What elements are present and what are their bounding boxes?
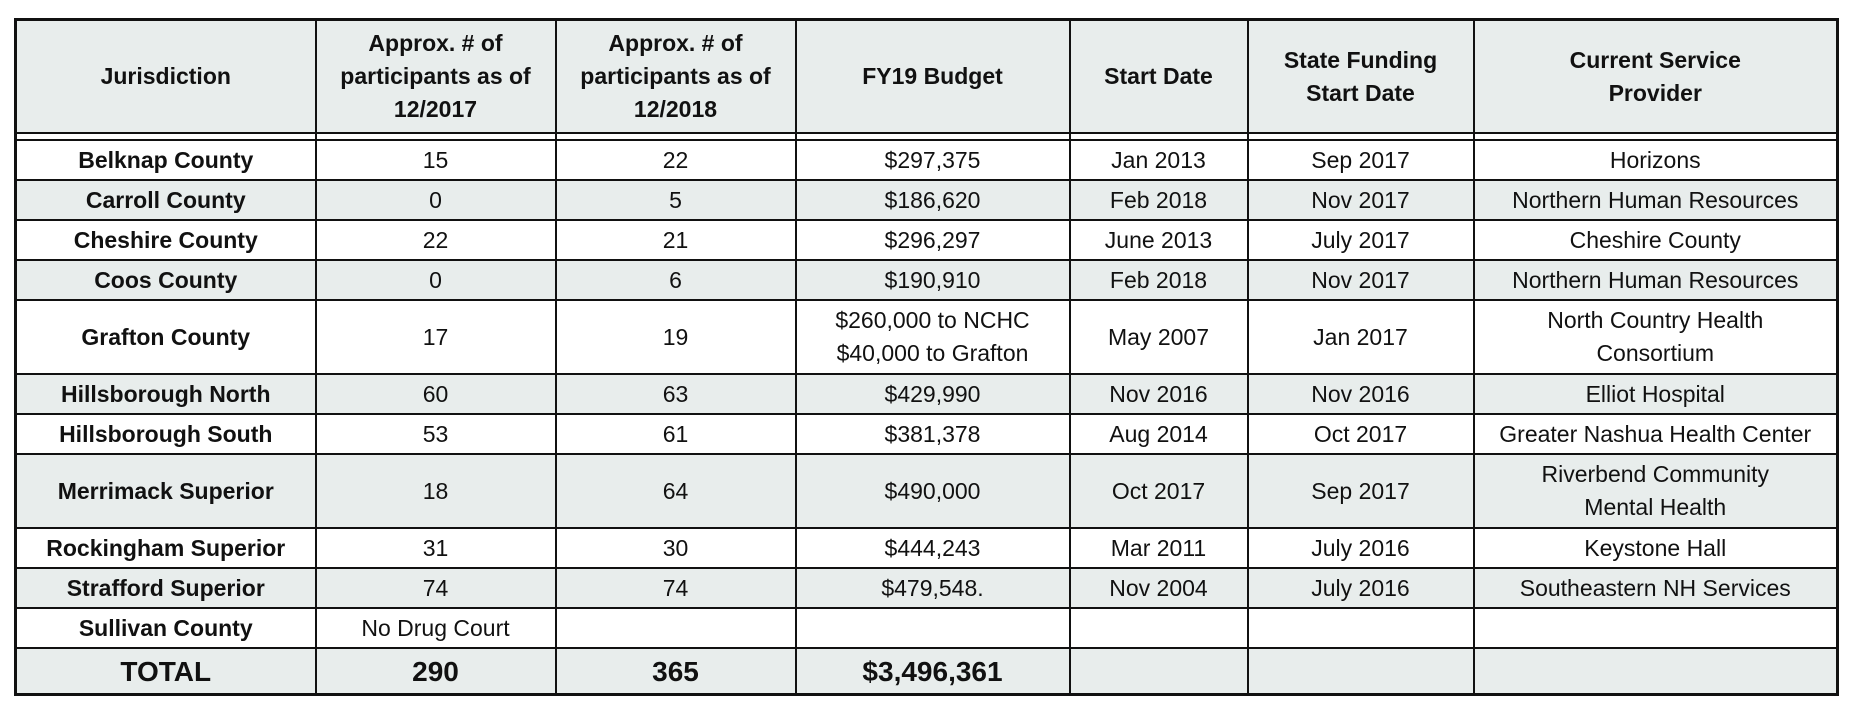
- header-provider-line2: Provider: [1608, 79, 1702, 106]
- provider-cell: [1474, 528, 1838, 568]
- provider-cell-line: Horizons: [1609, 146, 1701, 173]
- header-provider: [1474, 20, 1838, 134]
- start-date-cell: Aug 2014: [1070, 414, 1248, 454]
- table-row: [16, 260, 1838, 300]
- budget-cell: [796, 414, 1070, 454]
- provider-cell: [1474, 140, 1838, 180]
- header-row: [16, 20, 1838, 134]
- total-provider: [1474, 648, 1838, 695]
- start-date-cell: Jan 2013: [1070, 140, 1248, 180]
- participants-2017-cell: 0: [316, 260, 556, 300]
- participants-2017-cell: 0: [316, 180, 556, 220]
- participants-2018-cell: 30: [556, 528, 796, 568]
- start-date-cell: Feb 2018: [1070, 180, 1248, 220]
- table-row: [16, 568, 1838, 608]
- header-start-date: Start Date: [1070, 20, 1248, 134]
- provider-cell-line: Northern Human Resources: [1512, 186, 1799, 213]
- start-date-cell: [1070, 608, 1248, 648]
- budget-cell-line: $490,000: [884, 477, 981, 504]
- table-row: [16, 300, 1838, 374]
- state-funding-cell: Nov 2017: [1248, 180, 1474, 220]
- table-row: [16, 374, 1838, 414]
- table-row: [16, 140, 1838, 180]
- participants-2017-cell: 74: [316, 568, 556, 608]
- provider-cell-line: North Country Health: [1547, 307, 1764, 333]
- budget-cell: [796, 220, 1070, 260]
- state-funding-cell: Oct 2017: [1248, 414, 1474, 454]
- participants-2018-cell: 19: [556, 300, 796, 374]
- participants-2018-cell: 21: [556, 220, 796, 260]
- state-funding-cell: Jan 2017: [1248, 300, 1474, 374]
- gap-cell: [556, 133, 796, 140]
- participants-2017-cell: 15: [316, 140, 556, 180]
- budget-cell-line: $297,375: [884, 146, 981, 173]
- drug-court-table: [14, 18, 1839, 696]
- budget-cell: [796, 140, 1070, 180]
- provider-cell-line: Consortium: [1596, 340, 1715, 366]
- participants-2018-cell: 22: [556, 140, 796, 180]
- state-funding-cell: July 2016: [1248, 568, 1474, 608]
- jurisdiction-cell: Cheshire County: [16, 220, 316, 260]
- participants-2018-cell: 63: [556, 374, 796, 414]
- provider-cell-line: Mental Health: [1584, 494, 1727, 520]
- jurisdiction-cell: Carroll County: [16, 180, 316, 220]
- budget-cell: [796, 300, 1070, 374]
- budget-cell: [796, 374, 1070, 414]
- participants-2017-cell: No Drug Court: [316, 608, 556, 648]
- participants-2017-cell: 31: [316, 528, 556, 568]
- total-row: [16, 648, 1838, 695]
- header-participants-2017-line1: Approx. # of: [368, 30, 503, 56]
- total-budget: $3,496,361: [796, 648, 1070, 695]
- total-start-date: [1070, 648, 1248, 695]
- jurisdiction-cell: Belknap County: [16, 140, 316, 180]
- table-row: [16, 414, 1838, 454]
- header-state-funding-line1: State Funding: [1283, 46, 1438, 73]
- header-participants-2017: [316, 20, 556, 134]
- provider-cell: [1474, 454, 1838, 528]
- jurisdiction-cell: Hillsborough North: [16, 374, 316, 414]
- participants-2017-cell: 53: [316, 414, 556, 454]
- state-funding-cell: Nov 2017: [1248, 260, 1474, 300]
- provider-cell-line: Northern Human Resources: [1512, 266, 1799, 293]
- provider-cell: [1474, 220, 1838, 260]
- table-row: [16, 220, 1838, 260]
- budget-cell-line: $479,548.: [881, 574, 984, 601]
- start-date-cell: Mar 2011: [1070, 528, 1248, 568]
- table-row: [16, 528, 1838, 568]
- budget-cell: [796, 260, 1070, 300]
- budget-cell-line: $381,378: [884, 420, 981, 447]
- budget-cell: [796, 608, 1070, 648]
- jurisdiction-cell: Merrimack Superior: [16, 454, 316, 528]
- total-label: TOTAL: [16, 648, 316, 695]
- participants-2018-cell: 6: [556, 260, 796, 300]
- start-date-cell: Nov 2004: [1070, 568, 1248, 608]
- budget-cell: [796, 528, 1070, 568]
- jurisdiction-cell: Grafton County: [16, 300, 316, 374]
- provider-cell-line: Elliot Hospital: [1585, 380, 1725, 407]
- participants-2017-cell: 60: [316, 374, 556, 414]
- jurisdiction-cell: Sullivan County: [16, 608, 316, 648]
- participants-2018-cell: 61: [556, 414, 796, 454]
- state-funding-cell: Sep 2017: [1248, 140, 1474, 180]
- total-participants-2017: 290: [316, 648, 556, 695]
- header-participants-2018-line2: participants as of: [580, 63, 771, 89]
- header-state-funding-line2: Start Date: [1306, 79, 1415, 106]
- table-row: [16, 454, 1838, 528]
- jurisdiction-cell: Rockingham Superior: [16, 528, 316, 568]
- provider-cell: [1474, 374, 1838, 414]
- participants-2018-cell: 64: [556, 454, 796, 528]
- header-provider-line1: Current Service: [1569, 46, 1741, 73]
- budget-cell: [796, 454, 1070, 528]
- header-participants-2018-line1: Approx. # of: [608, 30, 743, 56]
- state-funding-cell: July 2017: [1248, 220, 1474, 260]
- budget-cell-line: $190,910: [884, 266, 981, 293]
- drug-court-table-container: [14, 18, 1839, 696]
- budget-cell: [796, 568, 1070, 608]
- gap-cell: [16, 133, 316, 140]
- gap-cell: [1474, 133, 1838, 140]
- budget-cell-line: $296,297: [884, 226, 981, 253]
- budget-cell-line: $444,243: [884, 534, 981, 561]
- budget-cell-line: $40,000 to Grafton: [836, 340, 1029, 366]
- header-participants-2017-line3: 12/2017: [393, 96, 478, 122]
- table-body: [16, 133, 1838, 695]
- state-funding-cell: July 2016: [1248, 528, 1474, 568]
- budget-cell: [796, 180, 1070, 220]
- start-date-cell: Nov 2016: [1070, 374, 1248, 414]
- participants-2017-cell: 17: [316, 300, 556, 374]
- header-jurisdiction: Jurisdiction: [16, 20, 316, 134]
- table-row: [16, 608, 1838, 648]
- provider-cell-line: Southeastern NH Services: [1519, 574, 1791, 601]
- state-funding-cell: Nov 2016: [1248, 374, 1474, 414]
- state-funding-cell: Sep 2017: [1248, 454, 1474, 528]
- header-participants-2018-line3: 12/2018: [633, 96, 718, 122]
- header-participants-2017-line2: participants as of: [340, 63, 531, 89]
- participants-2018-cell: 74: [556, 568, 796, 608]
- budget-cell-line: $260,000 to NCHC: [835, 307, 1030, 333]
- provider-cell-line: Riverbend Community: [1541, 461, 1770, 487]
- header-gap-row: [16, 133, 1838, 140]
- gap-cell: [796, 133, 1070, 140]
- total-participants-2018: 365: [556, 648, 796, 695]
- provider-cell: [1474, 568, 1838, 608]
- participants-2018-cell: [556, 608, 796, 648]
- provider-cell: [1474, 300, 1838, 374]
- gap-cell: [1248, 133, 1474, 140]
- start-date-cell: June 2013: [1070, 220, 1248, 260]
- budget-cell-line: $429,990: [884, 380, 981, 407]
- participants-2017-cell: 18: [316, 454, 556, 528]
- provider-cell-line: Greater Nashua Health Center: [1499, 420, 1812, 447]
- jurisdiction-cell: Strafford Superior: [16, 568, 316, 608]
- provider-cell-line: Cheshire County: [1569, 226, 1741, 253]
- gap-cell: [1070, 133, 1248, 140]
- table-row: [16, 180, 1838, 220]
- start-date-cell: May 2007: [1070, 300, 1248, 374]
- participants-2018-cell: 5: [556, 180, 796, 220]
- header-participants-2018: [556, 20, 796, 134]
- provider-cell: [1474, 180, 1838, 220]
- start-date-cell: Feb 2018: [1070, 260, 1248, 300]
- header-state-funding: [1248, 20, 1474, 134]
- provider-cell: [1474, 608, 1838, 648]
- participants-2017-cell: 22: [316, 220, 556, 260]
- budget-cell-line: $186,620: [884, 186, 981, 213]
- header-budget: FY19 Budget: [796, 20, 1070, 134]
- provider-cell: [1474, 414, 1838, 454]
- provider-cell: [1474, 260, 1838, 300]
- gap-cell: [316, 133, 556, 140]
- start-date-cell: Oct 2017: [1070, 454, 1248, 528]
- provider-cell-line: Keystone Hall: [1584, 534, 1727, 561]
- jurisdiction-cell: Hillsborough South: [16, 414, 316, 454]
- total-state-funding: [1248, 648, 1474, 695]
- state-funding-cell: [1248, 608, 1474, 648]
- jurisdiction-cell: Coos County: [16, 260, 316, 300]
